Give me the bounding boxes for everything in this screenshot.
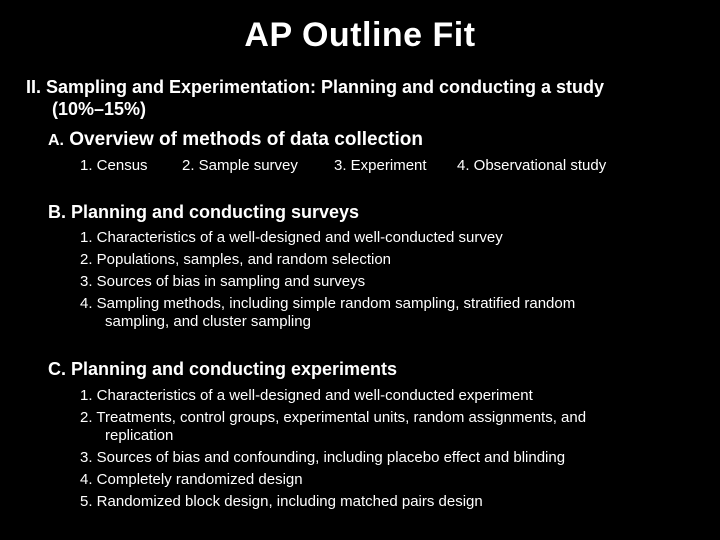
section-heading	[26, 76, 706, 120]
list-item: 3. Sources of bias in sampling and surveys	[80, 273, 366, 290]
list-item: 4. Sampling methods, including simple random sampling, stratified random	[80, 295, 576, 312]
list-item: 1. Characteristics of a well-designed and well-conducted survey	[80, 229, 503, 246]
list-item: 2. Populations, samples, and random selection	[80, 251, 392, 268]
subsection-a-text: Overview of methods of data collection	[69, 129, 423, 150]
section-heading-line2: (10%–15%)	[52, 99, 147, 119]
method-item: 1. Census	[80, 157, 148, 174]
list-item: 1. Characteristics of a well-designed and well-conducted experiment	[80, 387, 533, 404]
list-item: 4. Completely randomized design	[80, 471, 303, 488]
list-item: 5. Randomized block design, including matched pairs design	[80, 493, 483, 510]
survey-list	[80, 227, 700, 333]
subsection-c-heading: C. Planning and conducting experiments	[48, 359, 398, 379]
list-item-continuation: sampling, and cluster sampling	[105, 313, 311, 330]
subsection-a-heading	[48, 129, 423, 151]
method-item: 3. Experiment	[334, 157, 427, 174]
section-heading-line1: II. Sampling and Experimentation: Planning and conducting a study	[26, 77, 605, 97]
subsection-b-heading: B. Planning and conducting surveys	[48, 202, 360, 222]
experiment-list	[80, 385, 700, 513]
method-item: 2. Sample survey	[182, 157, 298, 174]
data-collection-methods	[80, 157, 606, 174]
list-item-continuation: replication	[105, 427, 174, 444]
subsection-a-letter: A.	[48, 132, 64, 149]
method-item: 4. Observational study	[457, 157, 607, 174]
list-item: 3. Sources of bias and confounding, including placebo effect and blinding	[80, 449, 566, 466]
slide-title: AP Outline Fit	[244, 16, 476, 54]
list-item: 2. Treatments, control groups, experimental units, random assignments, and	[80, 409, 587, 426]
